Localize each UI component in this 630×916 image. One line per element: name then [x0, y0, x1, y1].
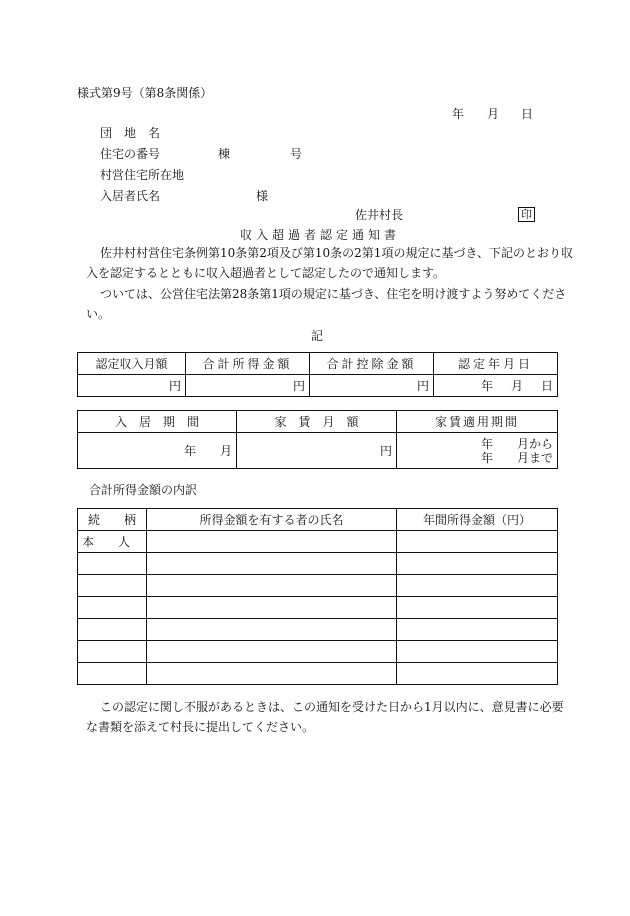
- table-row: [78, 619, 558, 641]
- earner-name-cell[interactable]: [147, 531, 397, 553]
- certification-date-cell[interactable]: [434, 375, 558, 397]
- form-id: 様式第9号（第8条関係）: [77, 86, 213, 100]
- annual-income-cell[interactable]: [397, 531, 558, 553]
- header-certified-monthly-income: 認定収入月額: [78, 353, 186, 375]
- go-label: 号: [290, 147, 303, 161]
- earner-name-cell[interactable]: [147, 597, 397, 619]
- header-annual-income: 年間所得金額（円）: [397, 509, 558, 531]
- relation-cell[interactable]: [78, 619, 147, 641]
- danchi-label: 団 地 名: [100, 126, 161, 140]
- ki-label: 記: [311, 329, 324, 343]
- relation-cell[interactable]: [78, 553, 147, 575]
- header-certification-date: 認定年月日: [434, 353, 558, 375]
- total-deduction-cell[interactable]: [310, 375, 434, 397]
- header-total-income: 合計所得金額: [186, 353, 310, 375]
- annual-income-cell[interactable]: [397, 575, 558, 597]
- table-row: [78, 575, 558, 597]
- year-unit: 年: [183, 443, 196, 458]
- day-unit: 日: [540, 378, 553, 393]
- document-title: 収入超過者認定通知書: [240, 228, 401, 242]
- body-p2-line1: ついては、公営住宅法第28条第1項の規定に基づき、住宅を明け渡すよう努めてくださ: [100, 287, 567, 301]
- annual-income-cell[interactable]: [397, 619, 558, 641]
- earner-name-cell[interactable]: [147, 663, 397, 685]
- header-earner-name: 所得金額を有する者の氏名: [147, 509, 397, 531]
- relation-cell[interactable]: [78, 641, 147, 663]
- relation-cell[interactable]: [78, 597, 147, 619]
- rent-table: [77, 410, 558, 469]
- table-row: [78, 663, 558, 685]
- total-income-cell[interactable]: [186, 375, 310, 397]
- footer-line1: この認定に関し不服があるときは、この通知を受けた日から1月以内に、意見書に必要: [100, 700, 564, 714]
- housing-number-label: 住宅の番号: [100, 147, 161, 161]
- annual-income-cell[interactable]: [397, 641, 558, 663]
- yen-unit: 円: [168, 378, 181, 393]
- table-header-row: [78, 411, 558, 433]
- earner-name-cell[interactable]: [147, 619, 397, 641]
- annual-income-cell[interactable]: [397, 663, 558, 685]
- annual-income-cell[interactable]: [397, 553, 558, 575]
- tenant-name-label: 入居者氏名: [100, 189, 161, 203]
- annual-income-cell[interactable]: [397, 597, 558, 619]
- yen-unit: 円: [416, 378, 429, 393]
- issuer: 佐井村長: [355, 208, 404, 222]
- footer-line2: な書類を添えて村長に提出してください。: [86, 720, 315, 734]
- table-row: [78, 375, 558, 397]
- seal-mark: 印: [518, 207, 535, 222]
- header-rent-applicable-period: 家賃適用期間: [397, 411, 558, 433]
- housing-location-label: 村営住宅所在地: [100, 168, 185, 182]
- header-total-deduction: 合計控除金額: [310, 353, 434, 375]
- income-breakdown-table: [77, 508, 558, 685]
- breakdown-label: 合計所得金額の内訳: [89, 483, 198, 497]
- yen-unit: 円: [292, 378, 305, 393]
- table-row: [78, 641, 558, 663]
- mune-label: 棟: [218, 147, 231, 161]
- period-from: 年 月から: [480, 436, 553, 451]
- relation-cell[interactable]: [78, 663, 147, 685]
- sama-label: 様: [256, 189, 269, 203]
- month-unit: 月: [219, 443, 232, 458]
- relation-cell[interactable]: [78, 575, 147, 597]
- relation-cell: 本 人: [78, 531, 147, 553]
- earner-name-cell[interactable]: [147, 553, 397, 575]
- earner-name-cell[interactable]: [147, 575, 397, 597]
- table-header-row: [78, 509, 558, 531]
- date-day-label: 日: [521, 107, 534, 121]
- table-row: [78, 553, 558, 575]
- period-to: 年 月まで: [480, 450, 553, 465]
- header-monthly-rent: 家 賃 月 額: [237, 411, 397, 433]
- income-certification-table: [77, 352, 558, 397]
- certified-monthly-income-cell[interactable]: [78, 375, 186, 397]
- table-row: [78, 433, 558, 469]
- table-header-row: [78, 353, 558, 375]
- body-p1-line1: 佐井村村営住宅条例第10条第2項及び第10条の2第1項の規定に基づき、下記のとおり収: [100, 246, 573, 260]
- rent-applicable-period-cell[interactable]: [397, 433, 558, 469]
- header-relation: 続 柄: [78, 509, 147, 531]
- header-residence-period: 入 居 期 間: [78, 411, 237, 433]
- body-p2-line2: い。: [86, 307, 111, 321]
- residence-period-cell[interactable]: [78, 433, 237, 469]
- year-unit: 年: [480, 378, 493, 393]
- month-unit: 月: [510, 378, 523, 393]
- monthly-rent-cell[interactable]: [237, 433, 397, 469]
- earner-name-cell[interactable]: [147, 641, 397, 663]
- date-year-label: 年: [452, 107, 465, 121]
- yen-unit: 円: [379, 443, 392, 458]
- table-row: [78, 531, 558, 553]
- table-row: [78, 597, 558, 619]
- date-month-label: 月: [487, 107, 500, 121]
- body-p1-line2: 入を認定するとともに収入超過者として認定したので通知します。: [86, 266, 446, 280]
